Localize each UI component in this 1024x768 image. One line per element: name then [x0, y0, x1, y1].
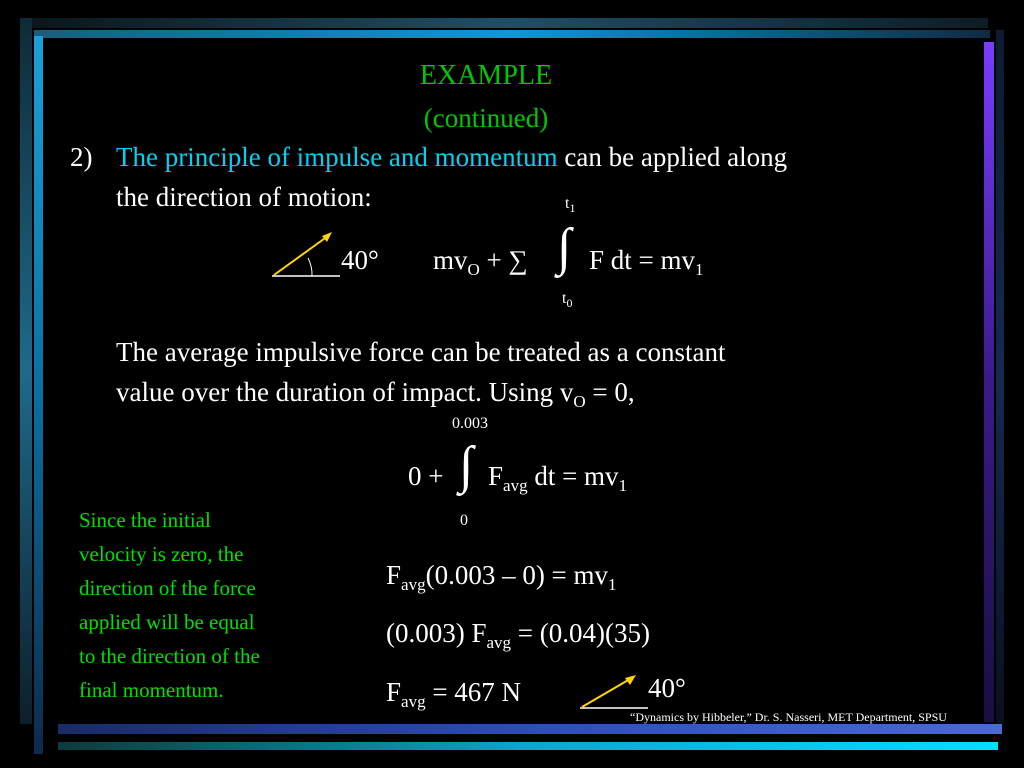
avg-line-2-sub: O: [573, 392, 586, 411]
slide-title: EXAMPLE: [419, 60, 553, 91]
eq4-F-sub: avg: [486, 633, 512, 652]
eq5-rest: = 467 N: [425, 677, 522, 707]
side-note-line: applied will be equal: [79, 610, 255, 634]
eq3-rest: (0.003 – 0) = mv: [425, 560, 609, 590]
avg-line-2-prefix: value over the duration of impact. Using v: [116, 377, 574, 407]
eq2-prefix: 0 +: [408, 461, 444, 491]
frame-top-bar: [20, 18, 988, 28]
eq2-lower-limit: 0: [460, 512, 468, 529]
eq2-rest: dt = mv: [527, 461, 619, 491]
eq2-integral-sign: ∫: [459, 437, 474, 494]
principle-line-2: the direction of motion:: [116, 182, 372, 212]
eq1-integral-sign: ∫: [557, 219, 572, 276]
eq1-integrand-text: F dt = mv: [589, 245, 695, 275]
eq1-lower-sub: 0: [566, 296, 573, 310]
eq4-prefix: (0.003) F: [386, 618, 487, 648]
eq1-lhs: [433, 240, 528, 280]
eq2-integrand: [488, 456, 627, 496]
frame-bottom-bar: [58, 724, 1002, 734]
eq5-angle: 40°: [648, 673, 686, 703]
side-note-line: velocity is zero, the: [79, 542, 244, 566]
principle-line-1: [116, 137, 787, 177]
frame-left-bar: [20, 18, 32, 724]
avg-line-1: The average impulsive force can be treated as a constant: [116, 337, 726, 367]
step-number: 2): [70, 142, 93, 172]
frame-top-bar-accent: [34, 30, 990, 38]
avg-line-2: [116, 372, 635, 412]
principle-rest: can be applied along: [564, 142, 788, 172]
eq1-upper-limit: [565, 195, 575, 213]
side-note: [79, 503, 260, 707]
eq3-F: F: [386, 560, 402, 590]
frame-left-bar-accent: [34, 36, 43, 754]
side-note-line: final momentum.: [79, 678, 224, 702]
eq2-F-sub: avg: [503, 476, 528, 495]
eq4: [386, 613, 650, 653]
frame-right-bar-inner: [996, 30, 1004, 724]
frame-right-bar: [984, 42, 994, 722]
angle-diagram-icon: [270, 228, 342, 280]
principle-highlight: The principle of impulse and momentum: [116, 142, 558, 172]
eq3-rhs-sub: 1: [608, 575, 617, 594]
eq3: [386, 555, 617, 595]
eq1-rhs-sub: 1: [695, 260, 704, 279]
side-note-line: to the direction of the: [79, 644, 260, 668]
eq1-upper-t: t: [565, 195, 570, 212]
eq2-F: F: [488, 461, 504, 491]
result-angle-diagram-icon: [578, 672, 650, 712]
side-note-line: direction of the force: [79, 576, 256, 600]
eq2-upper-limit: 0.003: [452, 415, 488, 432]
eq1-mv: mv: [433, 245, 468, 275]
eq5: [386, 672, 521, 712]
eq5-F-sub: avg: [401, 692, 426, 711]
eq1-angle: 40°: [341, 245, 379, 275]
eq1-plus-sum: + ∑: [486, 245, 528, 275]
slide-subtitle: (continued): [423, 103, 549, 133]
eq2-rhs-sub: 1: [618, 476, 628, 495]
eq5-F: F: [386, 677, 402, 707]
eq1-lower-limit: [562, 290, 572, 308]
eq3-F-sub: avg: [401, 575, 426, 594]
eq1-mv-sub: O: [467, 260, 480, 279]
avg-line-2-suffix: = 0,: [585, 377, 635, 407]
eq4-rest: = (0.04)(35): [511, 618, 650, 648]
eq1-lower-t: t: [562, 290, 567, 307]
eq1-upper-sub: 1: [569, 201, 576, 215]
slide-credit: “Dynamics by Hibbeler,” Dr. S. Nasseri, MET Department, SPSU: [630, 710, 947, 724]
frame-bottom-bar-accent: [58, 742, 998, 750]
eq1-integrand: [589, 240, 704, 280]
side-note-line: Since the initial: [79, 508, 211, 532]
